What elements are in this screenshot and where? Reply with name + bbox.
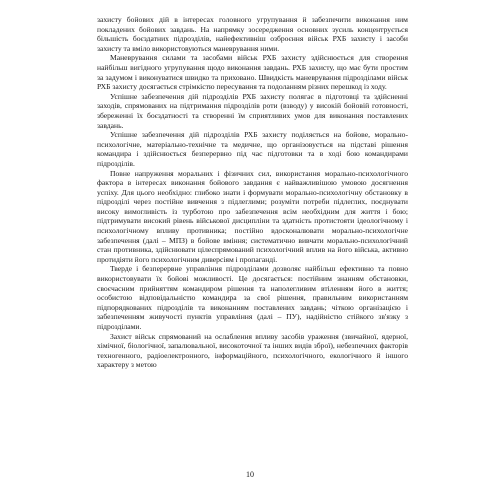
paragraph-6: Тверде і безперервне управління підрозділами дозволяє найбільш ефективно та повно використовувати їх бойові можливості. Це досягається: постійним знанням обстановки, своєчасним прийняттям командиром рішення та наполегливим втіленням його в життя; особистою відповідальністю командира за свої рішення, правильним використанням підпорядкованих підрозділів та виконанням поставлених завдань; чіткою організацією і забезпеченням живучості пунктів управління (далі – ПУ), надійністю стійкого зв'язку з підрозділами. — [97, 264, 408, 331]
body-text — [97, 15, 408, 370]
paragraph-2: Маневрування силами та засобами військ РХБ захисту здійснюється для створення найбільш вигідного угрупування щодо виконання завдань. РХБ захисту, що має бути простим за задумом і виконуватися швидко та приховано. Швидкість маневрування підрозділами військ РХБ захисту досягається стрімкістю пересування та подоланням різних перешкод із ходу. — [97, 53, 408, 92]
paragraph-1: захисту бойових дій в інтересах головного угрупування й забезпечити виконання ним покладених бойових завдань. На напрямку зосередження основних зусиль концентрується більшість боєздатних підрозділів, найефективніш озброєння військ РХБ захисту і засоби захисту та вміло використовуються маневрування ними. — [97, 15, 408, 53]
paragraph-7: Захист військ спрямований на ослаблення впливу засобів ураження (звичайної, ядерної, хімічної, біологічної, запалювальної, високоточної та інших видів зброї), небезпечних факторів техногенного, радіоелектронного, інформаційного, психологічного, екологічного й іншого характеру з метою — [97, 331, 408, 370]
paragraph-4: Успішне забезпечення дій підрозділів РХБ захисту поділяється на бойове, морально-психологічне, матеріально-технічне та медичне, що організовується на підставі рішення командира і здійснюється безперервно під час підготовки та в ході бою командирами підрозділів. — [97, 130, 408, 168]
paragraph-5: Повне напруження моральних і фізичних сил, використання морально-психологічного фактора в інтересах виконання бойового завдання є найважливішою умовою досягнення успіху. Для цього необхідно: глибоко знати і формувати морально-психологічну обстановку в підрозділі через постійне вивчення з підлеглими; розуміти потреби підлеглих, поєднувати високу вимогливість із турботою про забезпечення всім необхідним для життя і бою; підтримувати високий рівень військової дисципліни та здатність протистояти ідеологічному і психологічному впливу противника; постійно вдосконалювати морально-психологічне забезпечення (далі – МПЗ) в бойове вміння; систематично вивчати морально-психологічний стан противника, здійснювати цілеспрямований психологічний вплив на його війська, активно протидіяти його психологічним диверсіям і пропаганді. — [97, 168, 408, 264]
page-number: 10 — [246, 470, 254, 479]
paragraph-3: Успішне забезпечення дій підрозділів РХБ захисту полягає в підготовці та здійсненні заходів, спрямованих на підтримання підрозділів роти (взводу) у високій бойовій готовності, збереженні їх боєздатності та створенні їм сприятливих умов для виконання поставлених завдань. — [97, 91, 408, 130]
